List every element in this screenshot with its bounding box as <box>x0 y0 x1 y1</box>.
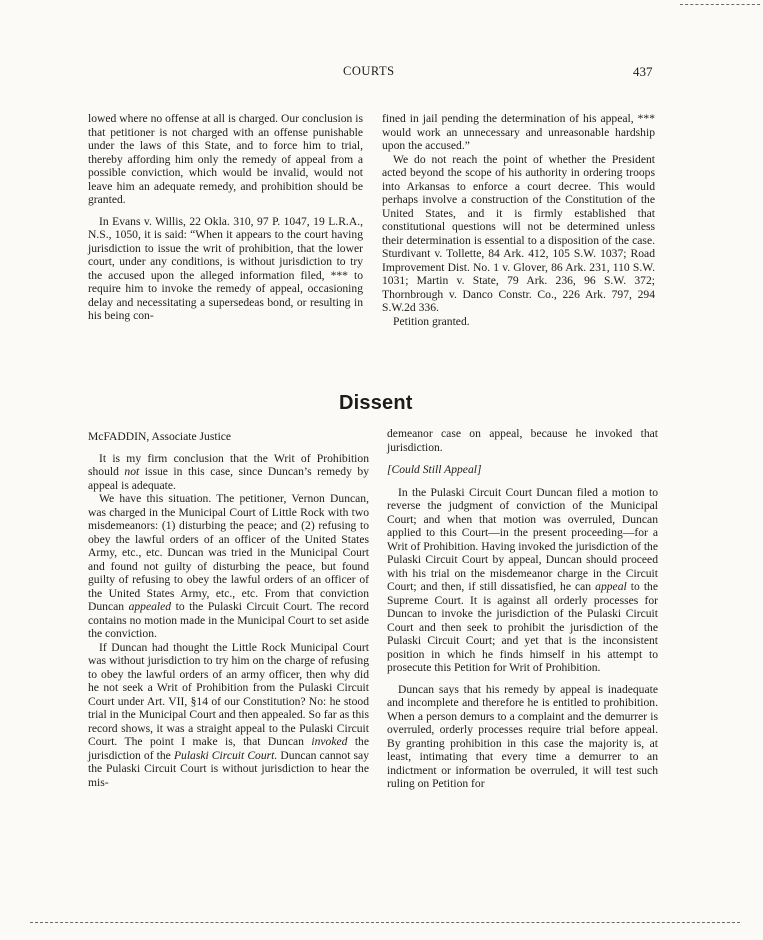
paragraph: We do not reach the point of whether the President acted beyond the scope of his authority in ordering troops into Arkansas to enforce a court decree. This would perhaps involve a construction of the Constitution of the United States, and it is firmly established that constitutional questions will not be determined unless their determination is essential to a disposition of the case. Sturdivant v. Tollette, 84 Ark. 412, 105 S.W. 1037; Road Improvement Dist. No. 1 v. Glover, 86 Ark. 231, 110 S.W. 1031; Martin v. State, 79 Ark. 236, 96 S.W. 372; Thornbrough v. Danco Constr. Co., 226 Ark. 797, 294 S.W.2d 336. <box>382 152 655 314</box>
section-title: COURTS <box>343 64 395 78</box>
dissent-left-column <box>88 430 369 789</box>
scan-edge-mark-top <box>680 4 760 5</box>
majority-opinion-right-column <box>382 112 655 328</box>
disposition: Petition granted. <box>393 314 470 328</box>
paragraph: We have this situation. The petitioner, Vernon Duncan, was charged in the Municipal Court of Little Rock with two misdemeanors: (1) disturbing the peace; and (2) refusing to obey the lawful orders of an officer of the United States Army, etc., etc. Duncan was tried in the Municipal Court and found not guilty of disturbing the peace, but found guilty of refusing to obey the lawful orders of an officer of the United States Army, etc., etc. From that conviction Duncan appealed to the Pulaski Circuit Court. The record contains no motion made in the Municipal Court to set aside the conviction. <box>88 492 369 640</box>
paragraph: In the Pulaski Circuit Court Duncan filed a motion to reverse the judgment of conviction of the Municipal Court; and when that motion was overruled, Duncan applied to this Court—in the present proceeding—for a Writ of Prohibition. Having invoked the jurisdiction of the Pulaski Circuit Court by appeal, Duncan should proceed with his trial on the misdemeanor charge in the Circuit Court; and then, if still dissatisfied, he can appeal to the Supreme Court. It is against all orderly processes for Duncan to invoke the jurisdiction of the Pulaski Circuit Court and then seek to prohibit the jurisdiction of the Pulaski Circuit Court; and yet that is the inconsistent position in which he finds himself in his attempt to prosecute this Petition for Writ of Prohibition. <box>387 485 658 674</box>
majority-opinion-left-column <box>88 112 363 323</box>
running-head <box>0 64 763 84</box>
paragraph: It is my firm conclusion that the Writ of Prohibition should not issue in this case, since Duncan’s remedy by appeal is adequate. <box>88 451 369 492</box>
page-number: 437 <box>633 64 653 79</box>
paragraph: Duncan says that his remedy by appeal is inadequate and incomplete and therefore he is entitled to prohibition. When a person demurs to a complaint and the demurrer is overruled, orderly processes require trial before appeal. By granting prohibition in this case the majority is, at least, intimating that every time a demurrer to an indictment or information be overruled, it will test such ruling on Petition for <box>387 682 658 790</box>
paragraph: lowed where no offense at all is charged. Our conclusion is that petitioner is not charged with an offense punishable under the laws of this State, and to force him to trial, thereby affording him only the remedy of appeal from a possible conviction, which would be invalid, would not leave him an adequate remedy, and prohibition should be granted. <box>88 112 363 206</box>
paragraph: fined in jail pending the determination of his appeal, *** would work an unnecessary and unreasonable hardship upon the accused.” <box>382 112 655 152</box>
dissent-right-column <box>387 427 658 791</box>
paragraph: In Evans v. Willis, 22 Okla. 310, 97 P. 1047, 19 L.R.A., N.S., 1050, it is said: “When it appears to the court having jurisdiction to issue the writ of prohibition, that the lower court, under any conditions, is without jurisdiction to try the accused upon the alleged information filed, *** to require him to invoke the remedy of appeal, occasioning delay and necessitating a supersedeas bond, or resulting in his being con- <box>88 214 363 322</box>
dissent-heading: Dissent <box>339 392 413 414</box>
paragraph: If Duncan had thought the Little Rock Municipal Court was without jurisdiction to try him on the charge of refusing to obey the lawful orders of an army officer, then why did he not seek a Writ of Prohibition from the Pulaski Circuit Court under Art. VII, §14 of our Constitution? No: he stood trial in the Municipal Court and then appealed. So far as this record shows, it was a straight appeal to the Pulaski Circuit Court. The point I make is, that Duncan invoked the jurisdiction of the Pulaski Circuit Court. Duncan cannot say the Pulaski Circuit Court is without jurisdiction to hear the mis- <box>88 640 370 789</box>
subheading: [Could Still Appeal] <box>387 463 482 476</box>
dissent-author: McFADDIN, Associate Justice <box>88 430 232 443</box>
paragraph: demeanor case on appeal, because he invoked that jurisdiction. <box>387 427 658 454</box>
scan-edge-mark-bottom <box>30 922 740 923</box>
